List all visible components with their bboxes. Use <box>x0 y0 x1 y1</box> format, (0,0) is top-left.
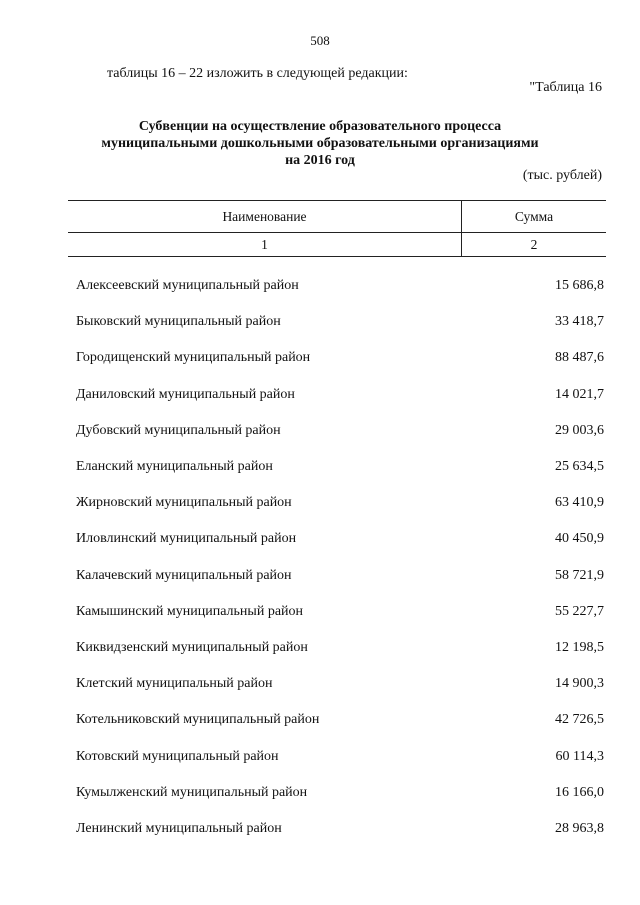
intro-text: таблицы 16 – 22 изложить в следующей редакции: <box>107 66 408 81</box>
amount-value: 88 487,6 <box>555 350 604 366</box>
header-row <box>68 201 606 232</box>
table-row <box>76 413 604 449</box>
district-name: Калачевский муниципальный район <box>76 567 292 583</box>
district-name: Даниловский муниципальный район <box>76 386 295 402</box>
district-name: Котовский муниципальный район <box>76 748 279 764</box>
amount-value: 14 021,7 <box>555 386 604 402</box>
amount-value: 58 721,9 <box>555 567 604 583</box>
district-name: Дубовский муниципальный район <box>76 422 281 438</box>
amount-value: 60 114,3 <box>555 748 604 764</box>
table-title-line: на 2016 год <box>285 153 355 168</box>
district-name: Еланский муниципальный район <box>76 459 273 475</box>
district-name: Киквидзенский муниципальный район <box>76 639 308 655</box>
table-row <box>76 666 604 702</box>
amount-value: 33 418,7 <box>555 314 604 330</box>
amount-value: 14 900,3 <box>555 676 604 692</box>
table-row <box>76 738 604 774</box>
amount-value: 42 726,5 <box>555 712 604 728</box>
table-row <box>76 340 604 376</box>
column-number-2: 2 <box>530 236 538 252</box>
column-number-1: 1 <box>68 233 462 256</box>
table-row <box>76 702 604 738</box>
table-row <box>76 594 604 630</box>
district-name: Ленинский муниципальный район <box>76 820 282 836</box>
table-row <box>76 811 604 847</box>
column-number-row <box>68 232 606 256</box>
district-name: Иловлинский муниципальный район <box>76 531 297 547</box>
table-title <box>0 118 640 169</box>
table-body <box>76 268 604 847</box>
table-row <box>76 558 604 594</box>
table-row <box>76 630 604 666</box>
table-row <box>76 377 604 413</box>
column-header-sum: Сумма <box>514 208 554 224</box>
district-name: Алексеевский муниципальный район <box>76 278 299 294</box>
table-row <box>76 775 604 811</box>
table-row <box>76 521 604 557</box>
district-name: Клетский муниципальный район <box>76 676 273 692</box>
units-label: (тыс. рублей) <box>522 168 602 183</box>
amount-value: 16 166,0 <box>555 784 604 800</box>
table-label: "Таблица 16 <box>529 80 602 95</box>
district-name: Городищенский муниципальный район <box>76 350 311 366</box>
amount-value: 63 410,9 <box>555 495 604 511</box>
column-header-name: Наименование <box>68 201 462 232</box>
table-header <box>68 200 606 257</box>
amount-value: 28 963,8 <box>555 820 604 836</box>
district-name: Котельниковский муниципальный район <box>76 712 320 728</box>
amount-value: 40 450,9 <box>555 531 604 547</box>
table-row <box>76 304 604 340</box>
amount-value: 55 227,7 <box>555 603 604 619</box>
table-row <box>76 268 604 304</box>
amount-value: 15 686,8 <box>555 278 604 294</box>
district-name: Быковский муниципальный район <box>76 314 281 330</box>
amount-value: 12 198,5 <box>555 639 604 655</box>
table-title-line: муниципальными дошкольными образовательными организациями <box>101 136 539 151</box>
page-number: 508 <box>310 33 330 48</box>
table-row <box>76 485 604 521</box>
table-title-line: Субвенции на осуществление образовательного процесса <box>138 119 502 134</box>
table-row <box>76 449 604 485</box>
amount-value: 29 003,6 <box>555 422 604 438</box>
district-name: Камышинский муниципальный район <box>76 603 304 619</box>
district-name: Кумылженский муниципальный район <box>76 784 308 800</box>
amount-value: 25 634,5 <box>555 459 604 475</box>
district-name: Жирновский муниципальный район <box>76 495 292 511</box>
